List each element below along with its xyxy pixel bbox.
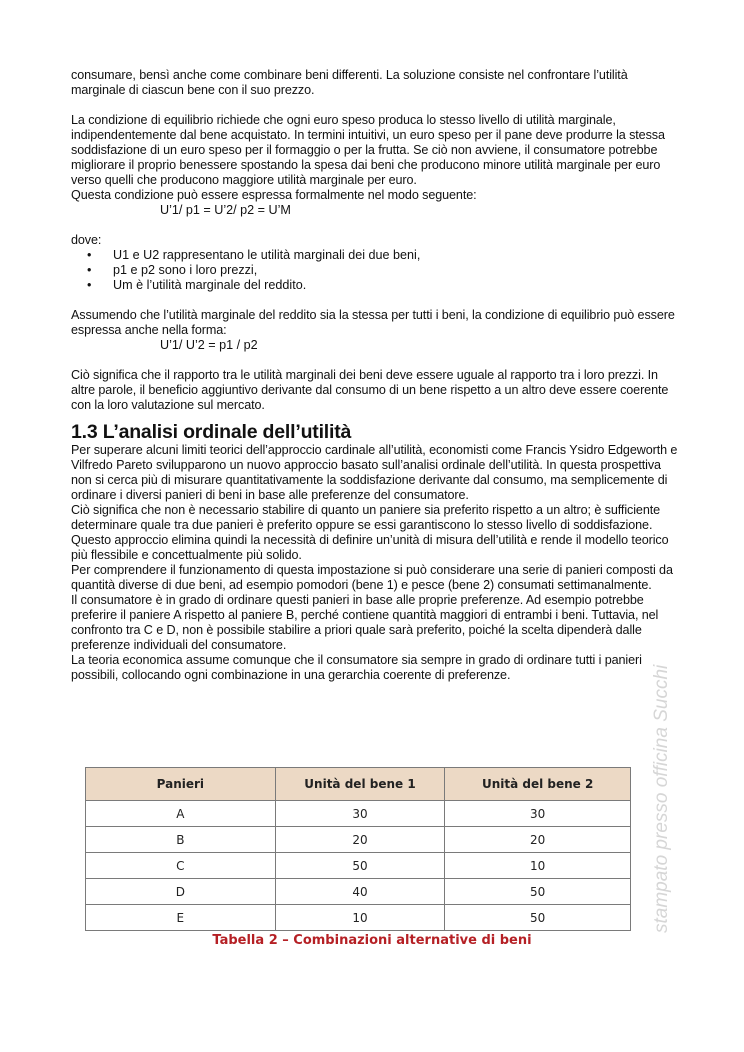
paragraph-equilibrium: La condizione di equilibrio richiede che ogni euro speso produca lo stesso livello di utilità marginale, indipendentemente dal bene acquistato. In termini intuitivi, un euro speso per il pane deve produrre la stessa soddisfazione di un euro speso per il formaggio o per la frutta. Se ciò non avviene, il consumatore potrebbe migliorare il proprio benessere spostando la spesa dai beni che producono minore utilità marginale per euro verso quelli che producono maggiore utilità marginale per euro.: [71, 113, 665, 187]
table-row: [86, 853, 631, 879]
table-caption: Tabella 2 – Combinazioni alternative di beni: [212, 933, 532, 948]
watermark: [651, 535, 671, 955]
formula-ratio: U’1/ U’2 = p1 / p2: [160, 338, 258, 352]
table-row: [86, 827, 631, 853]
table-cell: 30: [445, 801, 631, 827]
table-row: [86, 879, 631, 905]
paragraph-intro: consumare, bensì anche come combinare beni differenti. La soluzione consiste nel confrontare l’utilità marginale di ciascun bene con il suo prezzo.: [71, 68, 628, 97]
list-item-text: Um è l’utilità marginale del reddito.: [113, 278, 307, 292]
paragraph-formal-condition: Questa condizione può essere espressa formalmente nel modo seguente:: [71, 188, 477, 202]
bullet-icon: •: [87, 263, 92, 277]
table-cell: D: [86, 879, 276, 905]
table-cell: 10: [445, 853, 631, 879]
table-cell: 50: [445, 879, 631, 905]
section-heading: 1.3 L’analisi ordinale dell’utilità: [71, 421, 352, 443]
table-cell: 20: [275, 827, 445, 853]
definitions-list: [71, 248, 681, 293]
watermark-text: stampato presso officina Succhi: [651, 664, 672, 933]
column-header-bene1: Unità del bene 1: [275, 768, 445, 801]
paragraph-consumer-ordering: Il consumatore è in grado di ordinare questi panieri in base alle proprie preferenze. Ad esempio potrebbe preferire il paniere A rispetto al paniere B, perché contiene quantità maggiori di entrambi i beni. Tuttavia, nel confronto tra C e D, non è possibile stabilire a priori quale sarà preferito, poiché la scelta dipenderà dalle preferenze individuali del consumatore.: [71, 593, 659, 652]
table-cell: 50: [275, 853, 445, 879]
column-header-panieri: Panieri: [86, 768, 276, 801]
list-item-text: U1 e U2 rappresentano le utilità marginali dei due beni,: [113, 248, 421, 262]
paragraph-baskets: Per comprendere il funzionamento di questa impostazione si può considerare una serie di panieri composti da quantità diverse di due beni, ad esempio pomodori (bene 1) e pesce (bene 2) consumati settimanalmente.: [71, 563, 673, 592]
table-header-row: [86, 768, 631, 801]
table-cell: C: [86, 853, 276, 879]
paragraph-theory-assumption: La teoria economica assume comunque che il consumatore sia sempre in grado di ordinare tutti i panieri possibili, collocando ogni combinazione in una gerarchia coerente di preferenze.: [71, 653, 642, 682]
column-header-bene2: Unità del bene 2: [445, 768, 631, 801]
bullet-icon: •: [87, 248, 92, 262]
table-cell: B: [86, 827, 276, 853]
bullet-icon: •: [87, 278, 92, 292]
table-cell: 50: [445, 905, 631, 931]
list-item: [71, 248, 681, 263]
table-row: [86, 905, 631, 931]
table-cell: 20: [445, 827, 631, 853]
table-cell: 10: [275, 905, 445, 931]
baskets-table: [85, 767, 631, 931]
table-cell: A: [86, 801, 276, 827]
list-item-text: p1 e p2 sono i loro prezzi,: [113, 263, 258, 277]
table-row: [86, 801, 631, 827]
paragraph-ordinal-meaning: Ciò significa che non è necessario stabilire di quanto un paniere sia preferito rispetto a un altro; è sufficiente determinare quale tra due panieri è preferito oppure se essi garantiscono lo stesso livello di soddisfazione. Questo approccio elimina quindi la necessità di definire un’unità di misura dell’utilità e rende il modello teorico più flessibile e concettualmente più solido.: [71, 503, 669, 562]
table-cell: 40: [275, 879, 445, 905]
list-item: [71, 263, 681, 278]
label-dove: dove:: [71, 233, 102, 247]
list-item: [71, 278, 681, 293]
table-cell: E: [86, 905, 276, 931]
paragraph-ordinal-intro: Per superare alcuni limiti teorici dell’approccio cardinale all’utilità, economisti come Francis Ysidro Edgeworth e Vilfredo Pareto svilupparono un nuovo approccio basato sull’analisi ordinale dell’utilità. In questa prospettiva non si cerca più di misurare quantitativamente la soddisfazione derivante dal consumo, ma semplicemente di ordinare i diversi panieri di beni in base alle preferenze del consumatore.: [71, 443, 678, 502]
formula-equilibrium: U’1/ p1 = U’2/ p2 = U’M: [160, 203, 291, 217]
document-page: [71, 68, 681, 683]
table-cell: 30: [275, 801, 445, 827]
paragraph-assumption: Assumendo che l’utilità marginale del reddito sia la stessa per tutti i beni, la condizione di equilibrio può essere espressa anche nella forma:: [71, 308, 675, 337]
paragraph-meaning: Ciò significa che il rapporto tra le utilità marginali dei beni deve essere uguale al rapporto tra i loro prezzi. In altre parole, il beneficio aggiuntivo derivante dal consumo di un bene rispetto a un altro deve essere coerente con la loro valutazione sul mercato.: [71, 368, 669, 412]
